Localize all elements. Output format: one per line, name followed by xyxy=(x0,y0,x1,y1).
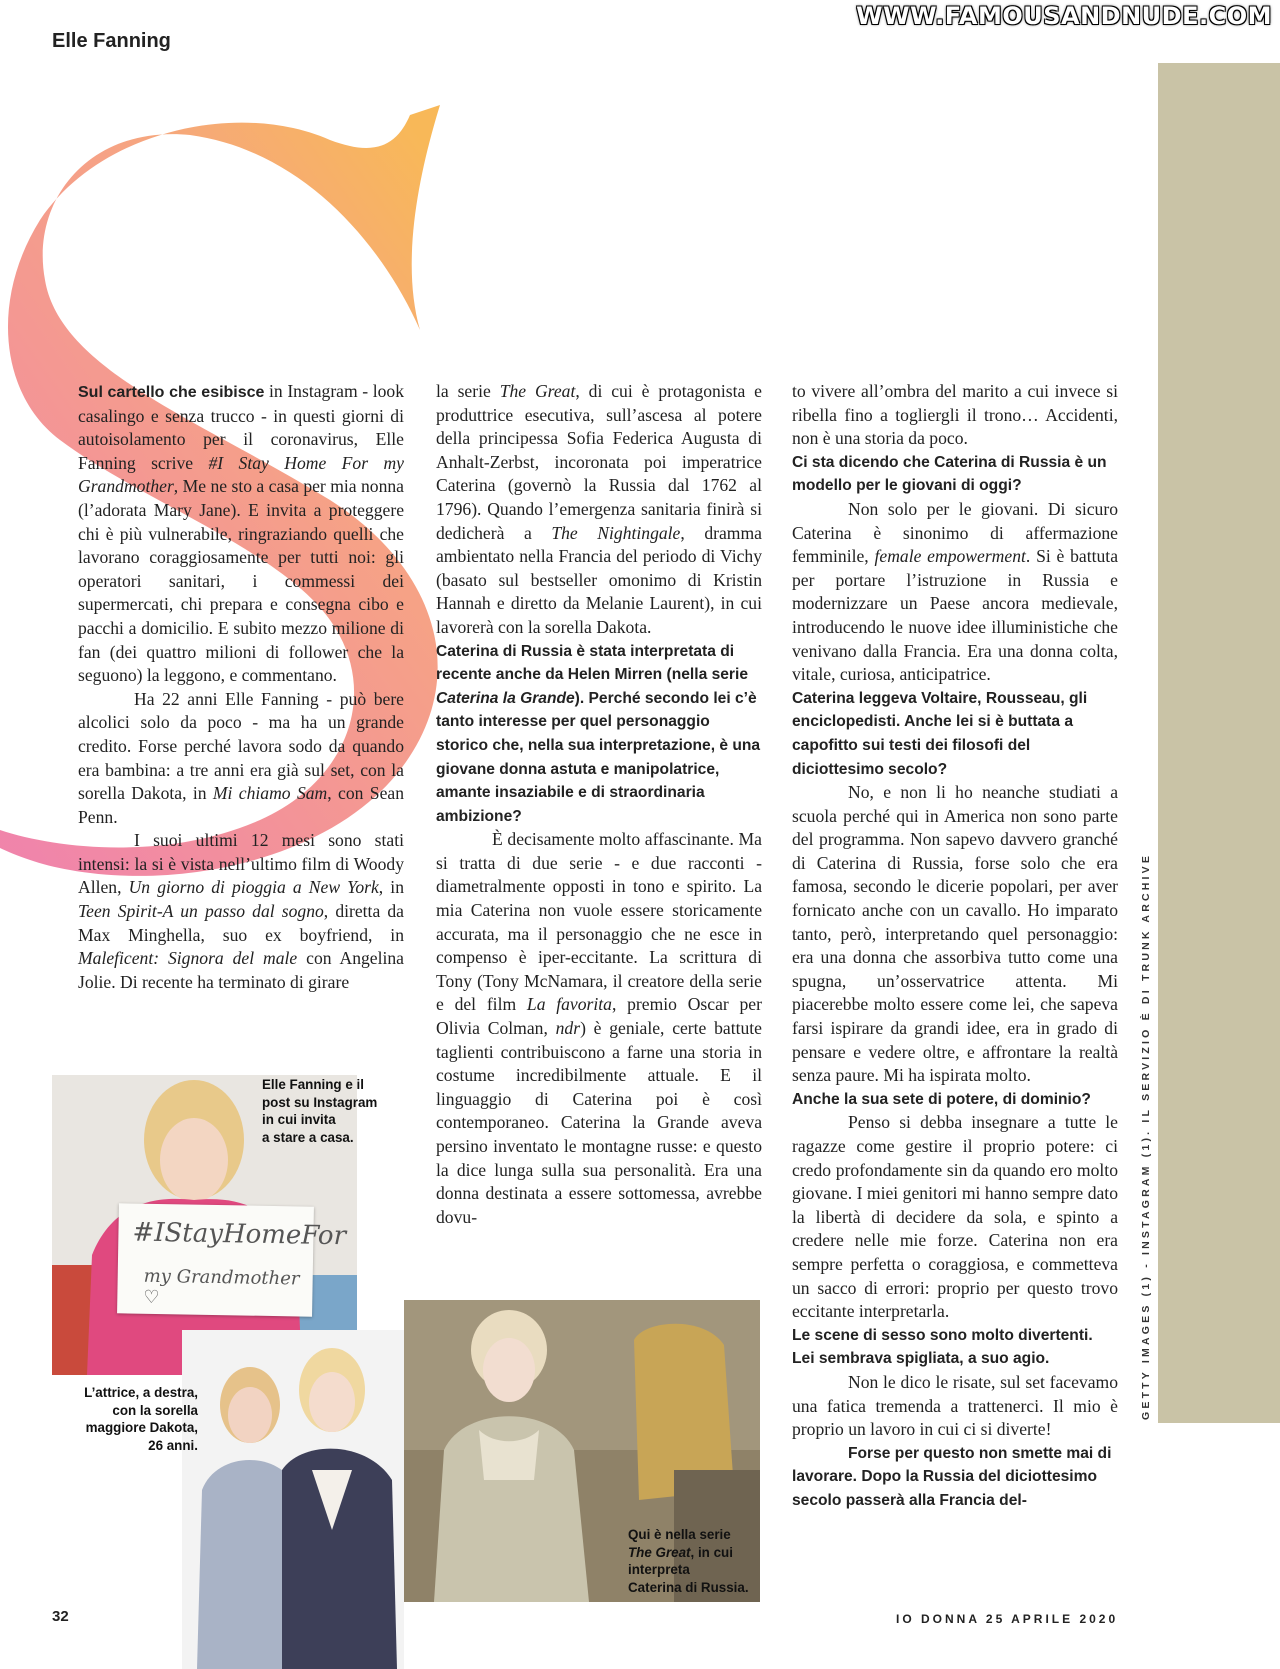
article-paragraph: È decisamente molto affascinante. Ma si tratta di due serie - e due racconti - diametralmente opposti in tono e spirito. La mia Caterina non vuole essere storicamente accurata, ma il personaggio che ne esce in compenso è iper-eccitante. La scrittura di Tony (Tony McNamara, il creatore della serie e del film La favorita, premio Oscar per Olivia Colman, ndr) è geniale, certe battute taglienti contribuiscono a farne una storia in costume incredibilmente attuale. E il linguaggio di Caterina poi è così contemporaneo. Caterina la Grande aveva persino inventato le montagne russe: e questo la dice lunga sulla sua personalità. Era una donna destinata a essere sottomessa, avrebbe dovu- xyxy=(436,829,762,1227)
article-paragraph: Sul cartello che esibisce in Instagram - look casalingo e senza trucco - in questi giorni di autoisolamento per il coronavirus, Elle Fanning scrive #I Stay Home For my Grandmother, Me ne sto a casa per mia nonna (l’adorata Mary Jane). E invita a proteggere chi è più vulnerabile, ringraziando quelli che lavorano coraggiosamente per tutti noi: gli operatori sanitari, i commessi dei supermercati, chi prepara e consegna cibo e pacchi a domicilio. E subito mezzo milione di fan (dei quattro milioni di follower che la seguono) la leggono, e commentano. xyxy=(78,381,404,686)
interview-question: Caterina leggeva Voltaire, Rousseau, gli enciclopedisti. Anche lei si è buttata a capofitto sui testi dei filosofi del diciottesimo secolo? xyxy=(792,689,1088,778)
article-paragraph: I suoi ultimi 12 mesi sono stati intensi: la si è vista nell’ultimo film di Woody Allen, Un giorno di pioggia a New York, in Teen Spirit-A un passo dal sogno, diretta da Max Minghella, suo ex boyfriend, in Maleficent: Signora del male con Angelina Jolie. Di recente ha terminato di girare xyxy=(78,830,404,992)
decorative-side-band xyxy=(1158,63,1280,1423)
article-paragraph: Non solo per le giovani. Di sicuro Caterina è sinonimo di affermazione femminile, female empowerment. Si è battuta per portare l’istruzione in Russia e modernizzare un Paese ancora medievale, introducendo le nuove idee illuministiche che venivano dalla Francia. Era una donna colta, vitale, curiosa, anticipatrice. xyxy=(792,498,1119,685)
article-paragraph: la serie The Great, di cui è protagonista e produttrice esecutiva, sull’ascesa al potere della principessa Sofia Federica Augusta di Anhalt-Zerbst, incoronata poi imperatrice Caterina (governò la Russia dal 1762 al 1796). Quando l’emergenza sanitaria finirà si dedicherà a The Nightingale, dramma ambientato nella Francia del periodo di Vichy (basato sul bestseller omonimo di Kristin Hannah e diretto da Melanie Laurent), in cui lavorerà con la sorella Dakota. xyxy=(436,381,762,637)
page-number: 32 xyxy=(52,1608,69,1625)
text-column-1 xyxy=(78,380,404,994)
photo-credit: GETTY IMAGES (1) - INSTAGRAM (1). IL SERVIZIO È DI TRUNK ARCHIVE xyxy=(1140,852,1152,1420)
article-paragraph: to vivere all’ombra del marito a cui invece si ribella fino a togliergli il trono… Accidenti, non è una storia da poco. xyxy=(792,381,1118,449)
section-title: Elle Fanning xyxy=(52,30,171,52)
photo-with-sister xyxy=(182,1330,404,1669)
interview-question: Forse per questo non smette mai di lavorare. Dopo la Russia del diciottesimo secolo passerà alla Francia del- xyxy=(792,1444,1112,1509)
watermark: WWW.FAMOUSANDNUDE.COM xyxy=(856,2,1272,30)
caption-instagram: Elle Fanning e il post su Instagram in cui invita a stare a casa. xyxy=(262,1077,378,1145)
interview-question: Ci sta dicendo che Caterina di Russia è un modello per le giovani di oggi? xyxy=(792,453,1107,495)
interview-question: Caterina di Russia è stata interpretata di recente anche da Helen Mirren (nella serie Caterina la Grande). Perché secondo lei c’è tanto interesse per quel personaggio storico che, nella sua interpretazione, è una giovane donna astuta e manipolatrice, amante insaziabile e di straordinaria ambizione? xyxy=(436,642,761,825)
article-paragraph: No, e non li ho neanche studiati a scuola perché qui in America non sono parte del programma. Non sapevo davvero granché di Caterina di Russia, forse solo che era famosa, secondo le dicerie popolari, per aver fornicato anche con un cavallo. Ho imparato tanto, però, interpretando quel personaggio: era una donna che assorbiva tutto come una spugna, un’osservatrice attenta. Mi piacerebbe molto essere come lei, che sapeva farsi ispirare da grandi idee, era in grado di pensare e vedere oltre, e affrontare la realtà senza paure. Mi ha ispirata molto. xyxy=(792,782,1118,1086)
interview-question: Le scene di sesso sono molto divertenti. Lei sembrava spigliata, a suo agio. xyxy=(792,1326,1093,1368)
article-paragraph: Non le dico le risate, sul set facevamo una fatica tremenda a trattenerci. Il mio è proprio un lavoro in cui ci si diverte! xyxy=(792,1371,1118,1440)
text-column-3 xyxy=(792,380,1118,1513)
text-column-2 xyxy=(436,380,762,1229)
interview-question: Anche la sua sete di potere, di dominio? xyxy=(792,1090,1091,1108)
caption-dakota: L’attrice, a destra, con la sorella maggiore Dakota, 26 anni. xyxy=(84,1385,198,1453)
caption-the-great: Qui è nella serie The Great, in cui interpreta Caterina di Russia. xyxy=(628,1527,749,1595)
instagram-sign: #IStayHomeFor my Grandmother ♡ xyxy=(117,1203,314,1316)
article-paragraph: Penso si debba insegnare a tutte le ragazze come gestire il proprio potere: ci credo profondamente sin da quando ero molto giovane. I miei genitori mi hanno sempre dato la libertà di decidere da sola, e spinto a credere nelle mie forze. Caterina non era sempre perfetta o coraggiosa, e commetteva un sacco di errori: proprio per questo trovo eccitante interpretarla. xyxy=(792,1112,1118,1322)
footer-publication: IO DONNA 25 APRILE 2020 xyxy=(896,1612,1119,1626)
article-paragraph: Ha 22 anni Elle Fanning - può bere alcolici solo da poco - ma ha un grande credito. Forse perché lavora sodo da quando era bambina: a tre anni era già sul set, con la sorella Dakota, in Mi chiamo Sam, con Sean Penn. xyxy=(78,688,404,827)
